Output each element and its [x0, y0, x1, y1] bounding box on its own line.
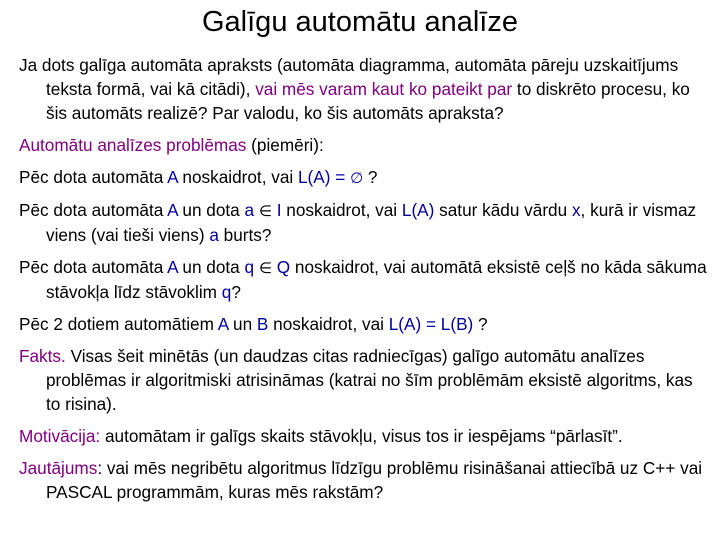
math-symbol: Q — [276, 257, 291, 277]
problems-heading — [19, 133, 711, 157]
intro-text: Ja dots galīga automāta apraksts (automāta diagramma, automāta pāreju uzskaitījums teksta formā, vai kā citādi), — [19, 55, 679, 99]
text: Pēc dota automāta — [19, 167, 168, 187]
text: noskaidrot, vai — [177, 167, 298, 187]
math-symbol: a — [244, 200, 255, 220]
math-expression: L(A) = L(B) — [388, 314, 474, 334]
intro-paragraph — [19, 53, 711, 125]
question-label: Jautājums — [19, 458, 98, 478]
motivation-label: Motivācija: — [19, 426, 101, 446]
fact-text: Visas šeit minētās (un daudzas citas radniecīgas) galīgo automātu analīzes problēmas ir algoritmiski atrisināmas (katrai no šīm problēmām eksistē algoritms, kas to risina). — [46, 346, 693, 414]
fact-label: Fakts. — [19, 346, 66, 366]
math-symbol: B — [256, 314, 269, 334]
math-symbol: A — [167, 200, 178, 220]
problem-reachability — [19, 255, 711, 304]
text: Pēc dota automāta — [19, 200, 168, 220]
math-symbol: x — [571, 200, 581, 220]
math-expression: L(A) = — [298, 167, 351, 187]
question-paragraph — [19, 456, 711, 504]
math-symbol: a — [209, 225, 219, 245]
problems-heading-label: Automātu analīzes problēmas — [19, 135, 247, 155]
element-of-icon: ∈ — [258, 202, 272, 220]
text: Pēc dota automāta — [19, 257, 168, 277]
math-symbol: A — [217, 314, 229, 334]
question-text: : vai mēs negribētu algoritmus līdzīgu problēmu risināšanai attiecībā uz C++ vai PASCAL programmām, kuras mēs rakstām? — [46, 458, 703, 502]
math-symbol: q — [244, 257, 255, 277]
text: un — [228, 314, 257, 334]
slide-body — [19, 53, 711, 504]
problem-letter-occurrence — [19, 198, 711, 247]
math-symbol: I — [276, 200, 282, 220]
text: un dota — [177, 200, 245, 220]
intro-text-end: to diskrēto procesu, ko šis automāts realizē? Par valodu, ko šis automāts apraksta? — [46, 79, 690, 123]
text: noskaidrot, vai — [268, 314, 389, 334]
text: un dota — [177, 257, 245, 277]
text: ? — [231, 282, 241, 302]
element-of-icon: ∈ — [258, 259, 272, 277]
text: noskaidrot, vai automātā eksistē ceļš no kāda sākuma stāvokļa līdz stāvoklim — [46, 257, 707, 302]
text: noskaidrot, vai — [281, 200, 402, 220]
math-symbol: A — [167, 257, 178, 277]
motivation-text: automātam ir galīgs skaits stāvokļu, visus tos ir iespējams “pārlasīt”. — [100, 426, 623, 446]
text: ? — [473, 314, 488, 334]
empty-set-icon: ∅ — [350, 169, 364, 187]
text: , kurā ir vismaz viens (vai tieši viens) — [46, 200, 697, 245]
problems-heading-note: (piemēri): — [246, 135, 324, 155]
math-expression: L(A) — [401, 200, 435, 220]
text: satur kādu vārdu — [434, 200, 572, 220]
page-title: Galīgu automātu analīze — [202, 6, 518, 38]
problem-equivalence — [19, 312, 711, 336]
math-symbol: A — [167, 167, 178, 187]
text: ? — [363, 167, 378, 187]
text: burts? — [218, 225, 272, 245]
fact-paragraph — [19, 344, 711, 416]
intro-highlight: vai mēs varam kaut ko pateikt par — [255, 79, 513, 99]
motivation-paragraph — [19, 424, 711, 448]
problem-emptiness — [19, 165, 711, 190]
math-symbol: q — [221, 282, 232, 302]
text: Pēc 2 dotiem automātiem — [19, 314, 218, 334]
